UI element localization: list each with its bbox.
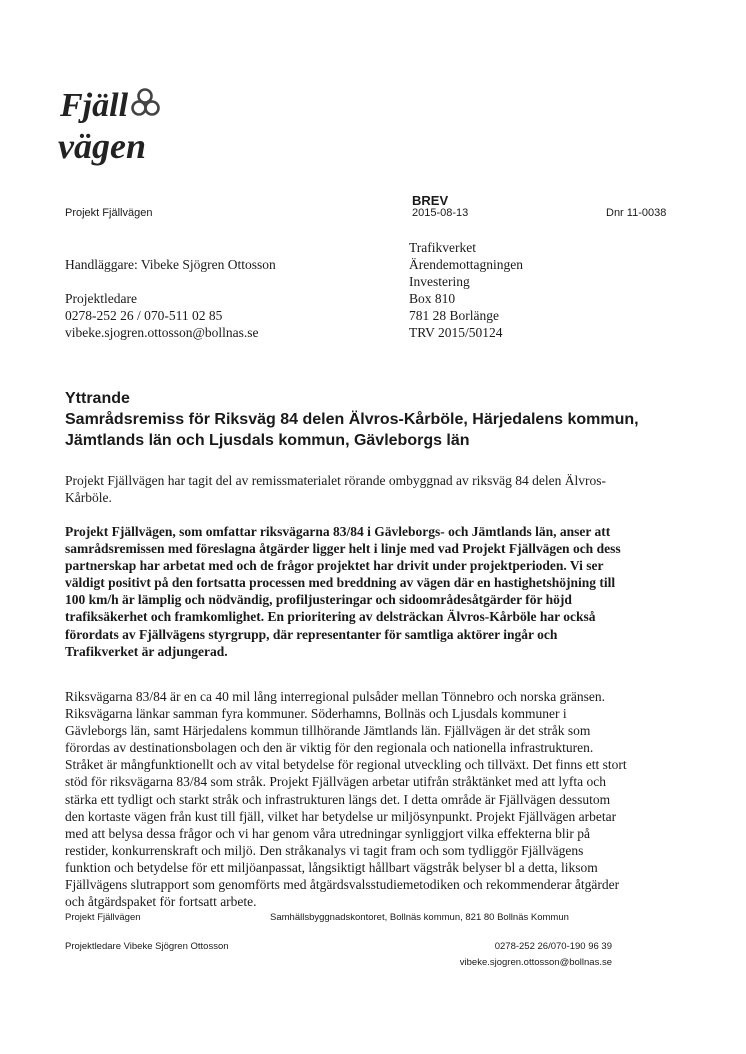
recipient-address [409,239,523,341]
title-line: Samrådsremiss för Riksväg 84 delen Älvros-Kårböle, Härjedalens kommun, [65,411,639,428]
bold-line: förordats av Fjällvägens styrgrupp, där representanter för samtliga aktörer ingår och [65,626,558,642]
intro-line: Kårböle. [65,490,112,506]
bold-line: Trafikverket är adjungerad. [65,643,228,659]
main-line: Fjällvägens slutrapport som genomförts med åtgärdsvalsstudiemetodiken och rekommenderar åtgärder [65,877,620,893]
bold-line: 100 km/h är lämplig och nödvändig, profiljusteringar och sidoområdesåtgärder för höjd [65,592,572,608]
main-line: förordas av destinationsbolagen och den är viktig för den regionala och nationella infrastrukturen. [65,740,594,756]
recipient-line: 781 28 Borlänge [409,308,499,323]
fjallvagen-logo-mark [58,78,168,178]
footer-phones: 0278-252 26/070-190 96 39 [494,941,612,952]
document-date: 2015-08-13 [412,207,469,219]
bold-line: väldigt positivt på den fortsatta processen med breddning av vägen där en hastighetshöjning till [65,575,616,591]
bold-line: samrådsremissen med föreslagna åtgärder ligger helt i linje med vad Projekt Fjällvägen och dess [65,541,621,557]
sender-email: vibeke.sjogren.ottosson@bollnas.se [65,325,259,340]
footer-email: vibeke.sjogren.ottosson@bollnas.se [459,957,612,968]
main-line: Riksvägarna 83/84 är en ca 40 mil lång interregional pulsåder mellan Tönnebro och norska gränsen. [65,689,605,704]
main-line: stärka ett tydligt och starkt stråk och infrastrukturen längs det. I detta område är Fjällvägen dessutom [65,791,611,807]
recipient-line: Investering [409,274,470,289]
logo-text-line1: Fjäll [60,87,129,124]
sender-block [65,290,259,341]
sender-role: Projektledare [65,291,137,306]
recipient-line: Trafikverket [409,240,476,255]
bold-line: Projekt Fjällvägen, som omfattar riksvägarna 83/84 i Gävleborgs- och Jämtlands län, anser att [65,524,611,539]
main-paragraph [65,688,655,910]
document-dnr: Dnr 11-0038 [606,207,667,219]
letter-title [65,388,685,451]
main-line: funktion och betydelse för ett miljöanpassat, långsiktigt hållbart vägstråk belyser bl a detta, liksom [65,859,598,875]
main-line: och åtgärdspaket för fortsatt arbete. [65,894,257,910]
main-line: restider, konkurrenskraft och miljö. Den stråkanalys vi tagit fram och som tydliggör Fjällvägens [65,842,584,858]
bold-line: trafiksäkerhet och framkomlighet. En prioritering av delsträckan Älvros-Kårböle har också [65,609,596,625]
main-line: med att belysa dessa frågor och vi har genom våra utredningar synliggjort vilka effekterna blir på [65,825,590,841]
title-line: Jämtlands län och Ljusdals kommun, Gävleborgs län [65,432,470,449]
intro-line: Projekt Fjällvägen har tagit del av remissmaterialet rörande ombyggnad av riksväg 84 delen Älvros- [65,473,606,488]
document-type: BREV [412,193,449,208]
bold-line: partnerskap har arbetat med och de frågor projektet har drivit under projektperioden. Vi ser [65,558,604,574]
sender-phone: 0278-252 26 / 070-511 02 85 [65,308,223,323]
bold-paragraph [65,523,655,660]
main-line: Stråket är mångfunktionellt och av vital betydelse för regional utveckling och tillväxt. Det finns ett stort [65,757,627,773]
handlaggare: Handläggare: Vibeke Sjögren Ottosson [65,257,276,272]
logo-circles-icon [133,90,159,115]
footer-address: Samhällsbyggnadskontoret, Bollnäs kommun, 821 80 Bollnäs Kommun [270,912,569,923]
footer-contact-name: Projektledare Vibeke Sjögren Ottosson [65,941,229,952]
main-line: den kortaste vägen från kust till fjäll, vilket har betydelse ur miljösynpunkt. Projekt Fjällvägen arbetar [65,808,617,824]
main-line: Riksvägarna länkar samman fyra kommuner. Söderhamns, Bollnäs och Ljusdals kommuner i [65,706,567,722]
recipient-line: TRV 2015/50124 [409,325,503,340]
footer-org: Projekt Fjällvägen [65,912,141,923]
title-heading: Yttrande [65,390,130,407]
fjallvagen-logo [58,78,168,178]
main-line: Gävleborgs län, samt Härjedalens kommun tillhörande Jämtlands län. Fjällvägen är det stråk som [65,723,591,739]
logo-text-line2: vägen [58,126,146,166]
main-line: stöd för riksvägarna 83/84 som stråk. Projekt Fjällvägen arbetar utifrån stråktänket med att lyfta och [65,774,606,790]
header-org: Projekt Fjällvägen [65,207,153,219]
intro-paragraph [65,472,655,506]
recipient-line: Box 810 [409,291,456,306]
recipient-line: Ärendemottagningen [409,257,523,272]
